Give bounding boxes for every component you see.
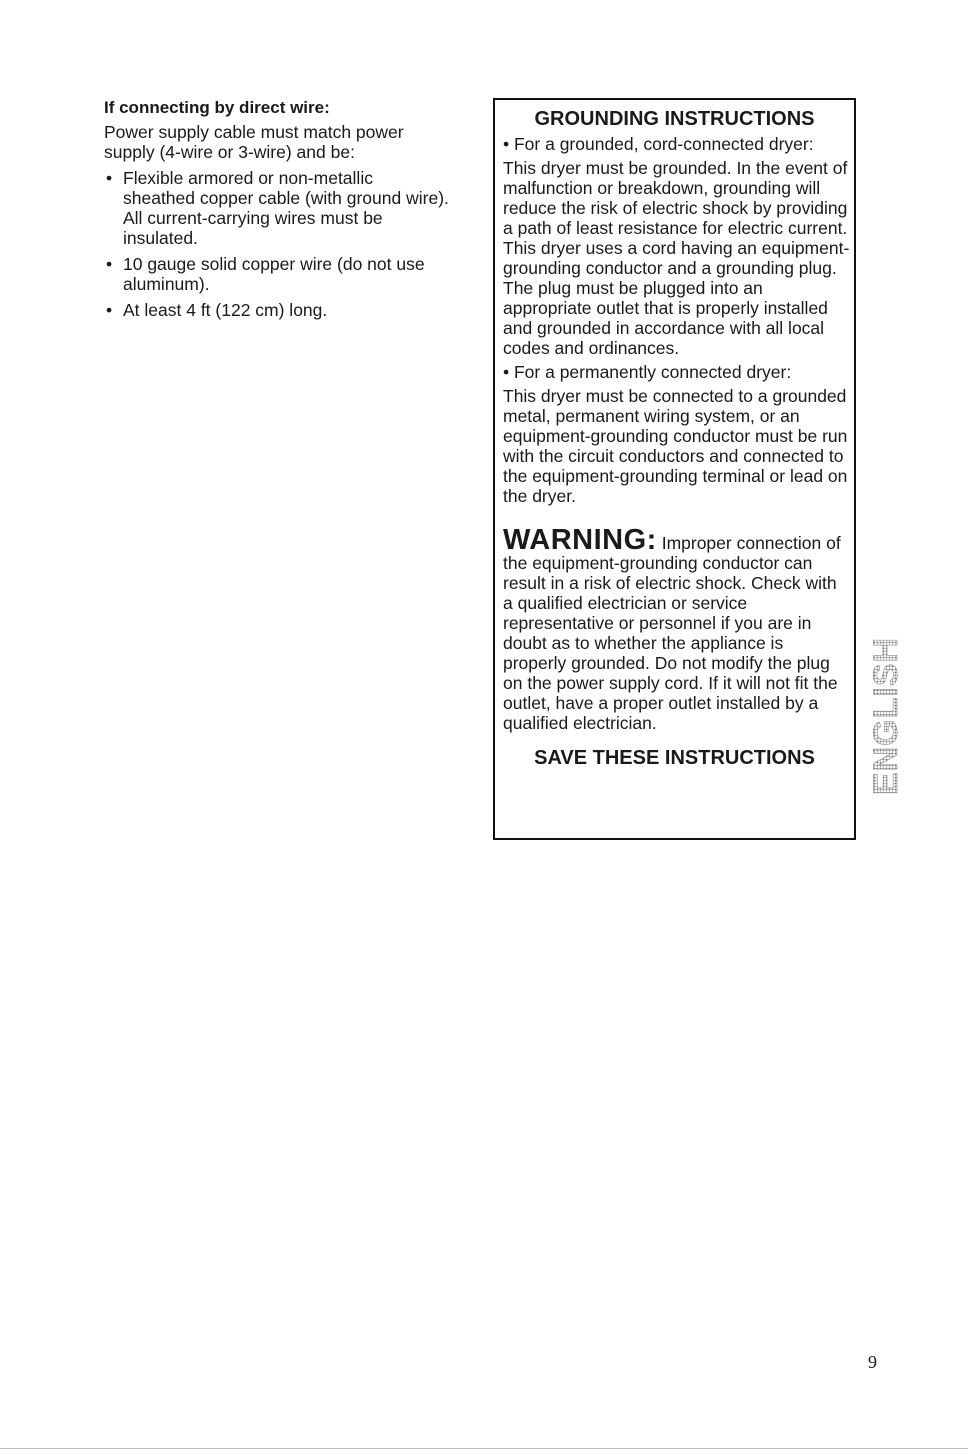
grounding-title: GROUNDING INSTRUCTIONS — [534, 108, 815, 130]
bullet-icon: • — [106, 300, 113, 320]
bottom-rule — [0, 1448, 968, 1449]
cord-connected-heading: • For a grounded, cord-connected dryer: — [503, 134, 814, 154]
requirement-text: Flexible armored or non-metallic sheathed copper cable (with ground wire). All current-carrying wires must be insulated. — [123, 168, 449, 248]
requirements-list — [104, 168, 449, 320]
bullet-icon: • — [106, 168, 113, 188]
direct-wire-heading: If connecting by direct wire: — [104, 98, 330, 117]
list-item — [104, 254, 449, 294]
grounding-instructions-box — [493, 98, 856, 840]
bullet-icon: • — [106, 254, 113, 274]
requirement-text: 10 gauge solid copper wire (do not use aluminum). — [123, 254, 425, 294]
english-tab-label: ENGLISH — [867, 636, 905, 796]
warning-text: Improper connection of the equipment-grounding conductor can result in a risk of electric shock. Check with a qualified electrician or service representative or personnel if you are in doubt as to whether the appliance is properly grounded. Do not modify the plug on the power supply cord. If it will not fit the outlet, have a proper outlet installed by a qualified electrician. — [503, 533, 841, 733]
requirement-text: At least 4 ft (122 cm) long. — [123, 300, 328, 320]
list-item — [104, 168, 449, 248]
permanent-connection-heading: • For a permanently connected dryer: — [503, 362, 792, 382]
permanent-connection-text: This dryer must be connected to a grounded metal, permanent wiring system, or an equipment-grounding conductor must be run with the circuit conductors and connected to the equipment-grounding terminal or lead on the dryer. — [503, 386, 848, 506]
page-number: 9 — [868, 1352, 877, 1372]
warning-paragraph — [503, 524, 854, 733]
english-language-tab — [867, 612, 908, 820]
direct-wire-intro: Power supply cable must match power supply (4-wire or 3-wire) and be: — [104, 122, 404, 162]
list-item — [104, 300, 449, 320]
direct-wire-section — [104, 98, 449, 326]
cord-connected-text: This dryer must be grounded. In the event of malfunction or breakdown, grounding will reduce the risk of electric shock by providing a path of least resistance for electric current. This dryer uses a cord having an equipment-grounding conductor and a grounding plug. The plug must be plugged into an appropriate outlet that is properly installed and grounded in accordance with all local codes and ordinances. — [503, 158, 850, 358]
save-instructions-heading: SAVE THESE INSTRUCTIONS — [534, 747, 815, 769]
warning-label: WARNING: — [503, 524, 657, 556]
